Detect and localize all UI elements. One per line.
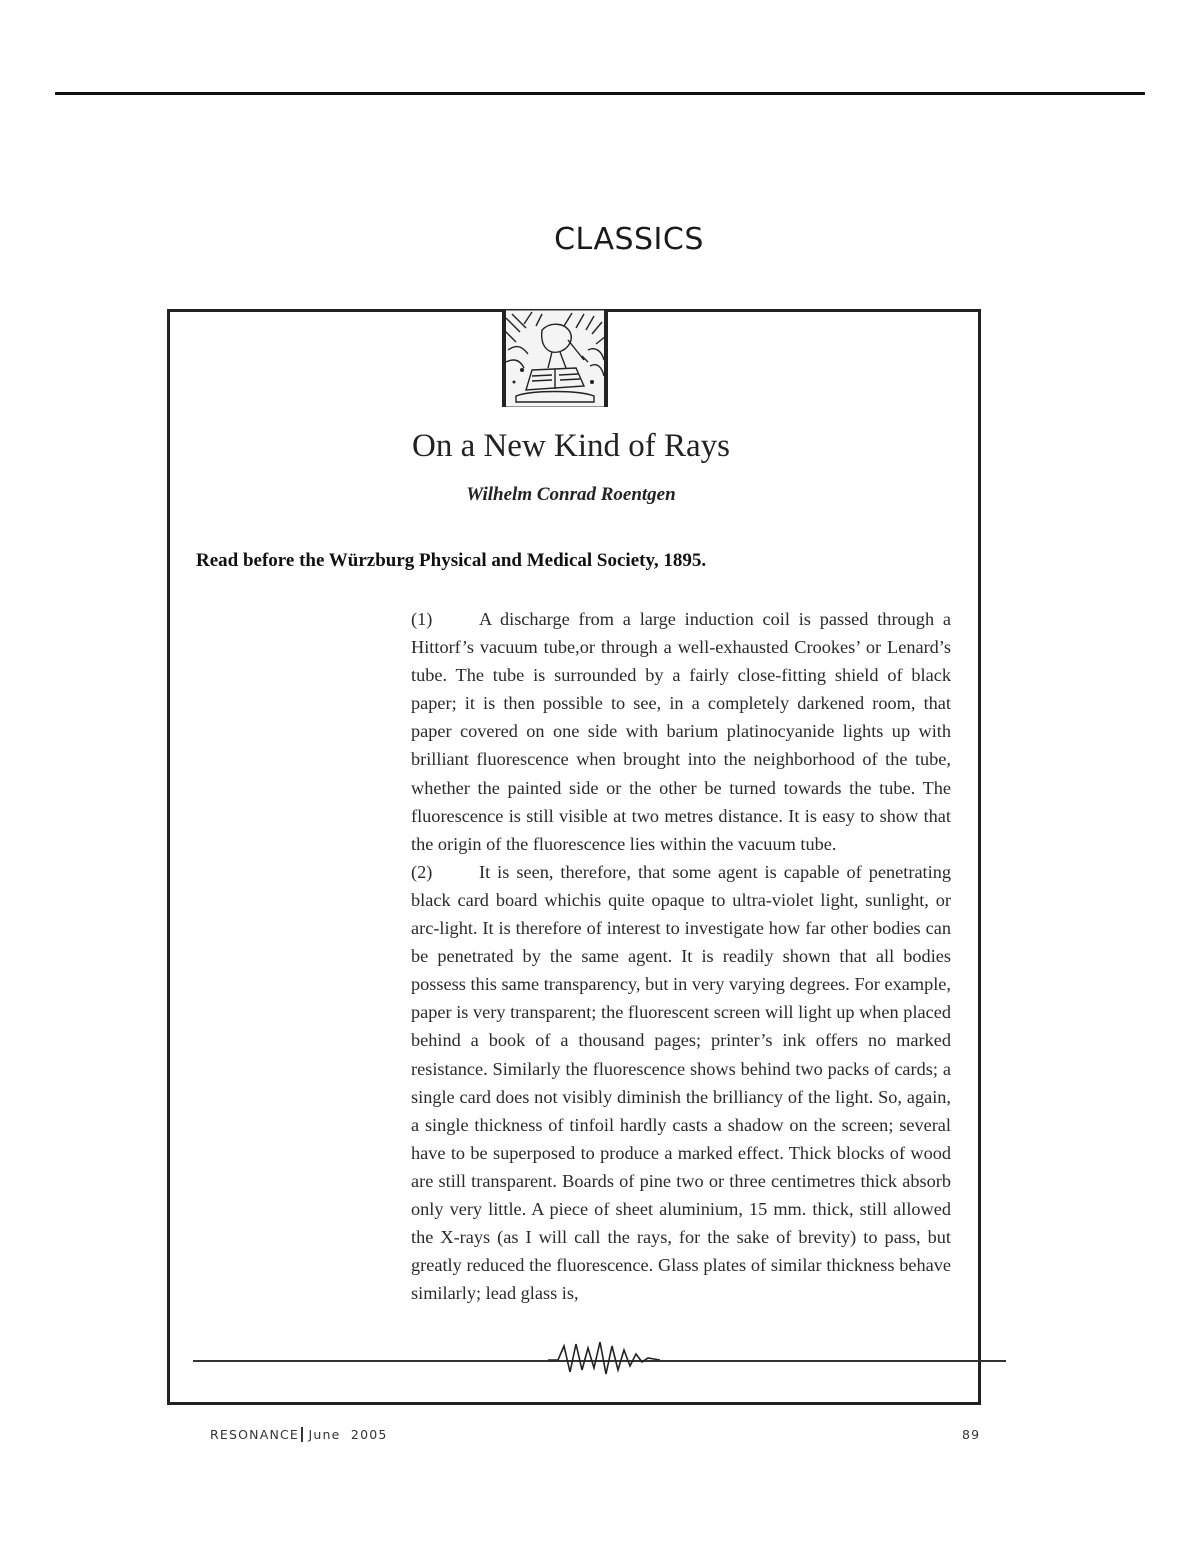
paragraph-2 (411, 858, 951, 1308)
issue-date: June 2005 (308, 1427, 388, 1442)
journal-name: RESONANCE (210, 1427, 300, 1442)
footer-journal (210, 1427, 388, 1442)
section-title: CLASSICS (554, 222, 704, 257)
paragraph-number: (2) (411, 861, 433, 882)
read-before-line: Read before the Würzburg Physical and Medical Society, 1895. (196, 550, 707, 571)
top-rule (55, 92, 1145, 95)
wave-squiggle-icon (548, 1340, 660, 1376)
scholar-reading-book-woodcut-icon (502, 310, 608, 407)
article-title: On a New Kind of Rays (411, 428, 731, 464)
page-number: 89 (962, 1427, 981, 1442)
article-body (411, 605, 951, 1307)
paragraph-text: A discharge from a large induction coil is passed through a Hittorf’s vacuum tube,or through a well-exhausted Crookes’ or Lenard’s tube. The tube is surrounded by a fairly close-fitting shield of black paper; it is then possible to see, in a completely darkened room, that paper covered on one side with barium platinocyanide lights up with brilliant fluorescence when brought into the neighborhood of the tube, whether the painted side or the other be turned towards the tube. The fluorescence is still visible at two metres distance. It is easy to show that the origin of the fluorescence lies within the vacuum tube. (411, 609, 951, 854)
paragraph-text: It is seen, therefore, that some agent is capable of penetrating black card board whichis quite opaque to ultra-violet light, sunlight, or arc-light. It is therefore of interest to investigate how far other bodies can be penetrated by the same agent. It is readily shown that all bodies possess this same transparency, but in very varying degrees. For example, paper is very transparent; the fluorescent screen will light up when placed behind a book of a thousand pages; printer’s ink offers no marked resistance. Similarly the fluorescence shows behind two packs of cards; a single card does not visibly diminish the brilliancy of the light. So, again, a single thickness of tinfoil hardly casts a shadow on the screen; several have to be superposed to produce a marked effect. Thick blocks of wood are still transparent. Boards of pine two or three centimetres thick absorb only very little. A piece of sheet aluminium, 15 mm. thick, still allowed the X-rays (as I will call the rays, for the sake of brevity) to pass, but greatly reduced the fluorescence. Glass plates of similar thickness behave similarly; lead glass is, (411, 861, 951, 1304)
footer-separator (301, 1427, 303, 1442)
paragraph-number: (1) (411, 609, 433, 629)
author-name: Wilhelm Conrad Roentgen (466, 484, 676, 505)
paragraph-1 (411, 605, 951, 858)
